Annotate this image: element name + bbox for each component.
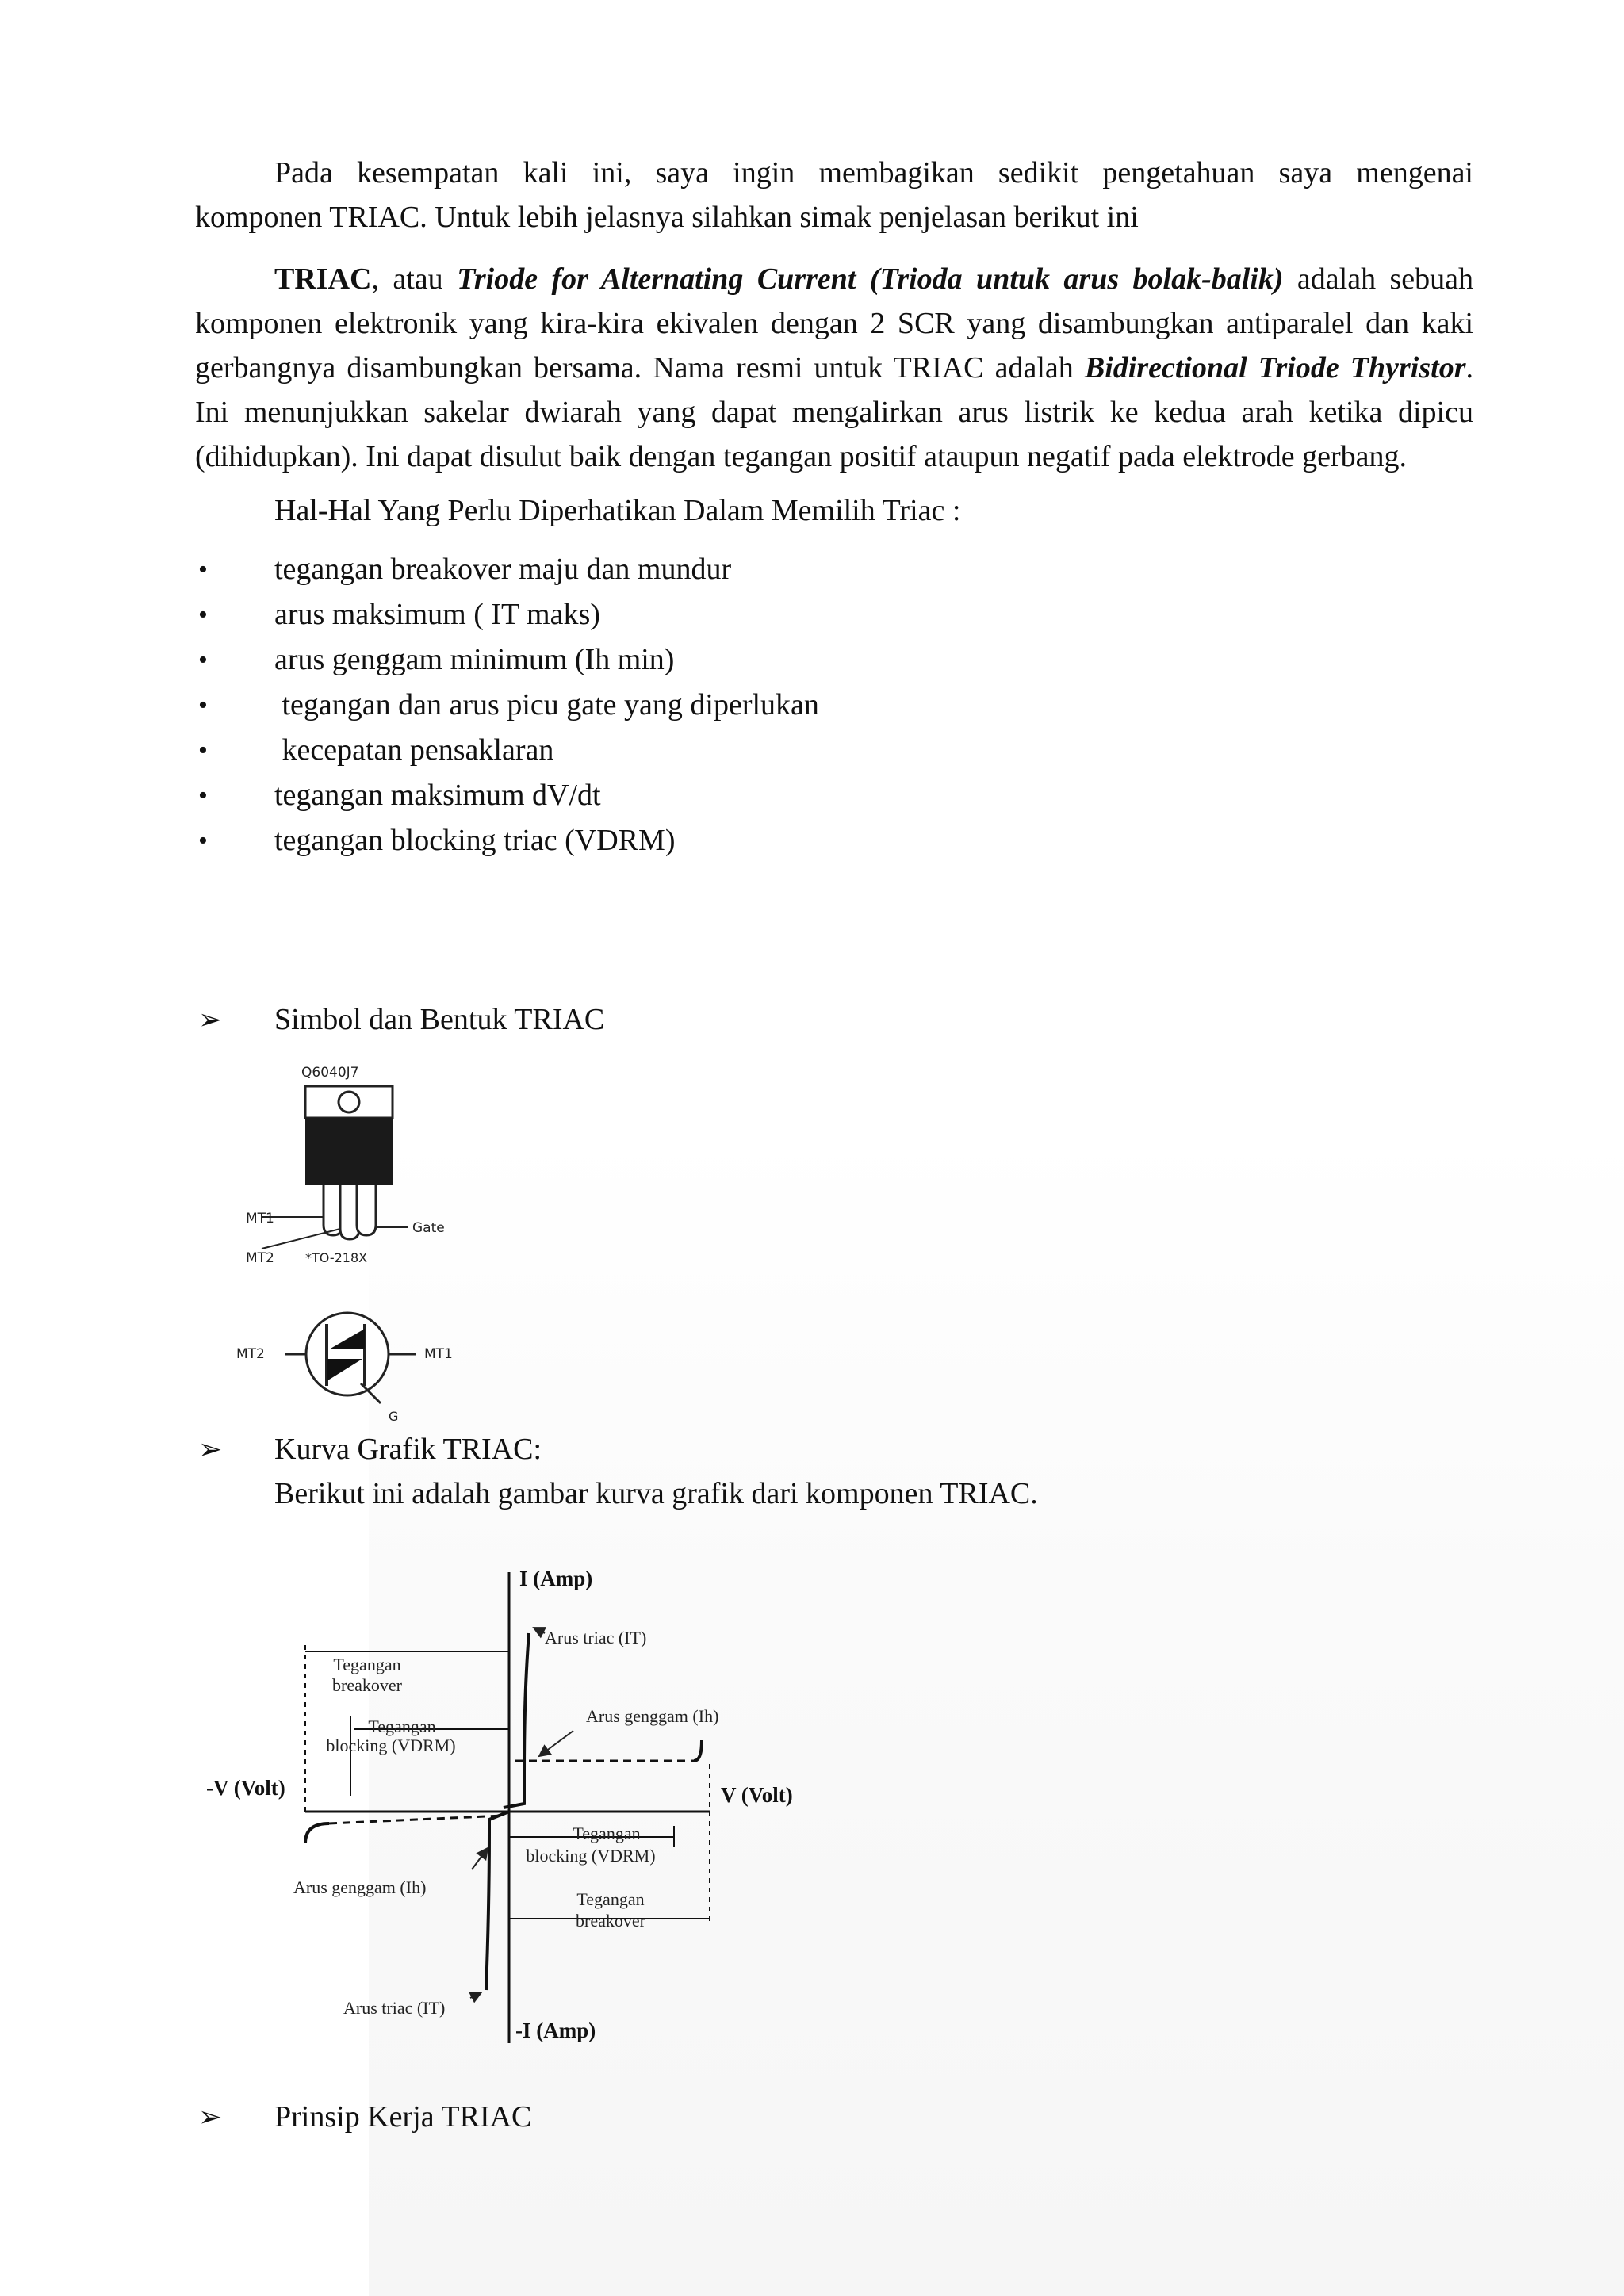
symbol-label-gate: G <box>389 1409 399 1424</box>
triac-symbol-circle <box>306 1313 389 1395</box>
list-item <box>195 683 1473 728</box>
arus-triac-top-label: Arus triac (IT) <box>545 1628 647 1647</box>
breakover-right-line1: Tegangan <box>576 1889 645 1909</box>
part-number-label: Q6040J7 <box>301 1065 359 1081</box>
list-item <box>195 637 1473 683</box>
triac-package-figure <box>230 1054 492 1427</box>
arus-genggam-bottom-arrow <box>472 1848 488 1869</box>
bullet-icon: • <box>198 600 208 629</box>
bullet-icon: • <box>198 691 208 720</box>
intro-line-2: komponen TRIAC. Untuk lebih jelasnya silahkan simak penjelasan berikut ini <box>195 201 1139 234</box>
term-triac: TRIAC <box>274 262 372 296</box>
arrow-bullet-icon: ➢ <box>198 1004 223 1035</box>
mounting-hole <box>339 1092 359 1112</box>
y-axis-negative-label: -I (Amp) <box>515 2019 596 2042</box>
criteria-list <box>195 547 1473 863</box>
list-item-text: tegangan maksimum dV/dt <box>274 779 601 812</box>
arus-triac-bottom-label: Arus triac (IT) <box>343 1998 446 2018</box>
list-item-text: tegangan breakover maju dan mundur <box>274 553 732 586</box>
curve-quadrant-3-breakover <box>305 1823 329 1843</box>
x-axis-negative-label: -V (Volt) <box>206 1776 285 1800</box>
section-principle-title: Prinsip Kerja TRIAC <box>274 2100 532 2133</box>
leader-mt2 <box>262 1229 340 1249</box>
list-item-text: kecepatan pensaklaran <box>274 733 554 767</box>
blocking-right-line1: Tegangan <box>573 1823 641 1843</box>
bullet-icon: • <box>198 645 208 675</box>
curve-quadrant-3-on <box>486 1812 509 1990</box>
curve-quadrant-3-blocking <box>329 1816 504 1823</box>
list-item <box>195 547 1473 592</box>
y-axis-positive-label: I (Amp) <box>519 1567 593 1590</box>
pin-label-mt1: MT1 <box>246 1211 274 1226</box>
pin-label-gate: Gate <box>412 1220 445 1236</box>
bullet-icon: • <box>198 555 208 584</box>
curve-description-text: Berikut ini adalah gambar kurva grafik dari komponen TRIAC. <box>274 1477 1038 1510</box>
x-axis-positive-label: V (Volt) <box>721 1783 793 1807</box>
section-curve-title: Kurva Grafik TRIAC: <box>274 1433 542 1466</box>
arus-triac-bottom-arrow <box>470 1992 481 1998</box>
term-official-name: Bidirectional Triode Thyristor <box>1084 351 1466 385</box>
blocking-right-line2: blocking (VDRM) <box>526 1846 656 1866</box>
list-item-text: arus genggam minimum (Ih min) <box>274 643 675 676</box>
bullet-icon: • <box>198 781 208 810</box>
package-name-label: *TO-218X <box>305 1250 368 1265</box>
symbol-label-mt2: MT2 <box>236 1346 265 1362</box>
arrow-bullet-icon: ➢ <box>198 2101 223 2133</box>
breakover-right-line2: breakover <box>576 1911 645 1931</box>
list-item-text: arus maksimum ( IT maks) <box>274 598 600 631</box>
list-item-text: tegangan blocking triac (VDRM) <box>274 824 676 857</box>
bullet-icon: • <box>198 826 208 855</box>
definition-text-3: . Ini menunjukkan sakelar dwiarah yang dapat mengalirkan arus listrik ke kedua arah ketika dipicu (dihidupkan). Ini dapat disulut baik dengan tegangan positif ataupun negatif pada elektrode gerbang. <box>195 351 1474 473</box>
list-item-text: tegangan dan arus picu gate yang diperlukan <box>274 688 819 721</box>
bullet-icon: • <box>198 736 208 765</box>
article-body <box>195 151 1473 863</box>
section-symbol-title: Simbol dan Bentuk TRIAC <box>274 1003 605 1036</box>
symbol-label-mt1: MT1 <box>424 1346 453 1362</box>
triac-definition <box>195 257 1473 479</box>
pin-gate <box>357 1185 376 1235</box>
list-item <box>195 773 1473 818</box>
list-item <box>195 728 1473 773</box>
triac-characteristic-curve <box>202 1558 821 2049</box>
arus-genggam-top-arrow <box>539 1731 573 1756</box>
package-body <box>305 1118 393 1185</box>
arrow-bullet-icon: ➢ <box>198 1433 223 1465</box>
pin-label-mt2: MT2 <box>246 1250 274 1266</box>
curve-quadrant-1-breakover <box>694 1740 702 1761</box>
arus-genggam-top-label: Arus genggam (Ih) <box>586 1706 719 1726</box>
blocking-left-line1: Tegangan <box>368 1716 436 1736</box>
arus-genggam-bottom-label: Arus genggam (Ih) <box>293 1877 427 1897</box>
definition-text-1: , atau <box>371 262 458 296</box>
list-item <box>195 592 1473 637</box>
arus-triac-top-arrow <box>534 1628 545 1633</box>
blocking-left-line2: blocking (VDRM) <box>326 1735 456 1755</box>
definition-text-2: adalah sebuah komponen elektronik yang kira-kira ekivalen dengan 2 SCR yang disambungkan antiparalel dan kaki gerbangnya disambungkan bersama. Nama resmi untuk TRIAC adalah <box>195 262 1473 385</box>
criteria-heading: Hal-Hal Yang Perlu Diperhatikan Dalam Memilih Triac : <box>274 494 961 527</box>
breakover-left-line1: Tegangan <box>333 1655 401 1674</box>
breakover-left-line2: breakover <box>332 1675 402 1695</box>
curve-quadrant-1-on <box>504 1633 529 1808</box>
list-item <box>195 818 1473 863</box>
intro-line-1: Pada kesempatan kali ini, saya ingin membagikan sedikit pengetahuan saya mengenai <box>274 156 1473 189</box>
term-full-name: Triode for Alternating Current (Trioda untuk arus bolak-balik) <box>457 262 1284 296</box>
